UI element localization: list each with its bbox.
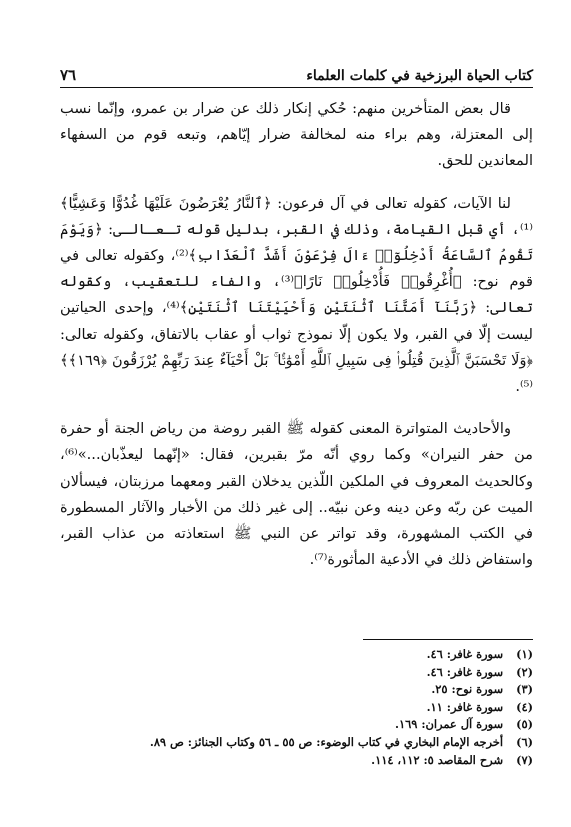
footnote-number: (٧) <box>516 752 533 767</box>
footnote-text: سورة آل عمران: ١٦٩. <box>395 717 503 732</box>
footnote-text: أخرجه الإمام البخاري في كتاب الوضوء: ص ٥٥ ـ ٥٦ وكتاب الجنائز: ص ٨٩. <box>149 734 503 749</box>
paragraph-2: لنا الآيات، كقوله تعالى في آل فرعون: ﴿ٱلنَّارُ يُعْرَضُونَ عَلَيْهَا غُدُوًّا وَعَشِيًّا﴾⁽¹⁾، أي قبل القيامة، وذلك في القبر، بدليل قوله تـعـالـى: ﴿وَيَوْمَ تَقُومُ ٱلسَّاعَةُ أَدْخِلُوٓا۟ ءَالَ فِرْعَوْنَ أَشَدَّ ٱلْعَذَابِ﴾⁽²⁾، وكقوله تعالى في قوم نوح: ﴿أُغْرِقُوا۟ فَأُدْخِلُوا۟ نَارًا﴾⁽³⁾، والفاء للتعقيب، وكقوله تعالى: ﴿رَبَّنَآ أَمَتَّنَا ٱثْنَتَيْنِ وَأَحْيَيْتَنَا ٱثْنَتَيْنِ﴾⁽⁴⁾، وإحدى الحياتين ليست إلّا في القبر، ولا يكون إلّا نموذج ثواب أو عقاب بالاتفاق، وكقوله تعالى: ﴿وَلَا تَحْسَبَنَّ ٱلَّذِينَ قُتِلُوا۟ فِى سَبِيلِ ٱللَّهِ أَمْوَٰتًۢا ۚ بَلْ أَحْيَآءٌ عِندَ رَبِّهِمْ يُرْزَقُونَ ﴿١٦٩﴾﴾⁽⁵⁾. <box>60 194 534 396</box>
footnote-number: (٣) <box>516 682 533 697</box>
footnote-5 <box>60 716 533 734</box>
footnote-4 <box>60 699 533 717</box>
running-header <box>60 58 533 88</box>
footnote-text: سورة غافر: ٤٦. <box>426 647 503 661</box>
footnote-number: (٦) <box>516 734 533 749</box>
footnote-1 <box>60 646 533 664</box>
paragraph-1: قال بعض المتأخرين منهم: حُكي إنكار ذلك عن ضرار بن عمرو، وإنّما نسب إلى المعتزلة، وهم براء منه لمخالفة ضرار إيّاهم، وتبعه قوم من السفهاء المعاندين للحق. <box>60 100 533 170</box>
footnote-number: (١) <box>516 647 533 661</box>
footnote-separator <box>363 639 533 640</box>
footnote-text: سورة غافر: ١١. <box>426 699 503 714</box>
footnote-3 <box>60 681 533 699</box>
footnotes <box>60 646 533 769</box>
footnote-number: (٢) <box>516 664 533 679</box>
footnote-text: سورة غافر: ٤٦. <box>426 664 503 679</box>
footnote-text: شرح المقاصد ٥: ١١٢، ١١٤. <box>371 752 503 767</box>
footnote-text: سورة نوح: ٢٥. <box>431 682 503 697</box>
footnote-number: (٥) <box>516 717 533 732</box>
footnote-2 <box>60 664 533 682</box>
footnote-number: (٤) <box>516 699 533 714</box>
paragraph-3: والأحاديث المتواترة المعنى كقوله ﷺ القبر روضة من رياض الجنة أو حفرة من حفر النيران» وكما روي أنّه مرّ بقبرين، فقال: «إنّهما ليعذّبان...»⁽⁶⁾، وكالحديث المعروف في الملكين اللّذين يدخلان القبر ومعهما مرزبتان، فيسألان الميت عن ربّه وعن دينه وعن نبيّه.. إلى غير ذلك من الأخبار والآثار المسطورة في الكتب المشهورة، وقد تواتر عن النبي ﷺ استعاذته من عذاب القبر، واستفاض ذلك في الأدعية المأثورة⁽⁷⁾. <box>60 420 533 569</box>
page-number: ٧٦ <box>60 66 77 84</box>
footnote-7 <box>60 752 533 770</box>
book-title: كتاب الحياة البرزخية في كلمات العلماء <box>306 68 533 84</box>
footnote-6 <box>60 734 533 752</box>
main-text <box>60 96 533 589</box>
